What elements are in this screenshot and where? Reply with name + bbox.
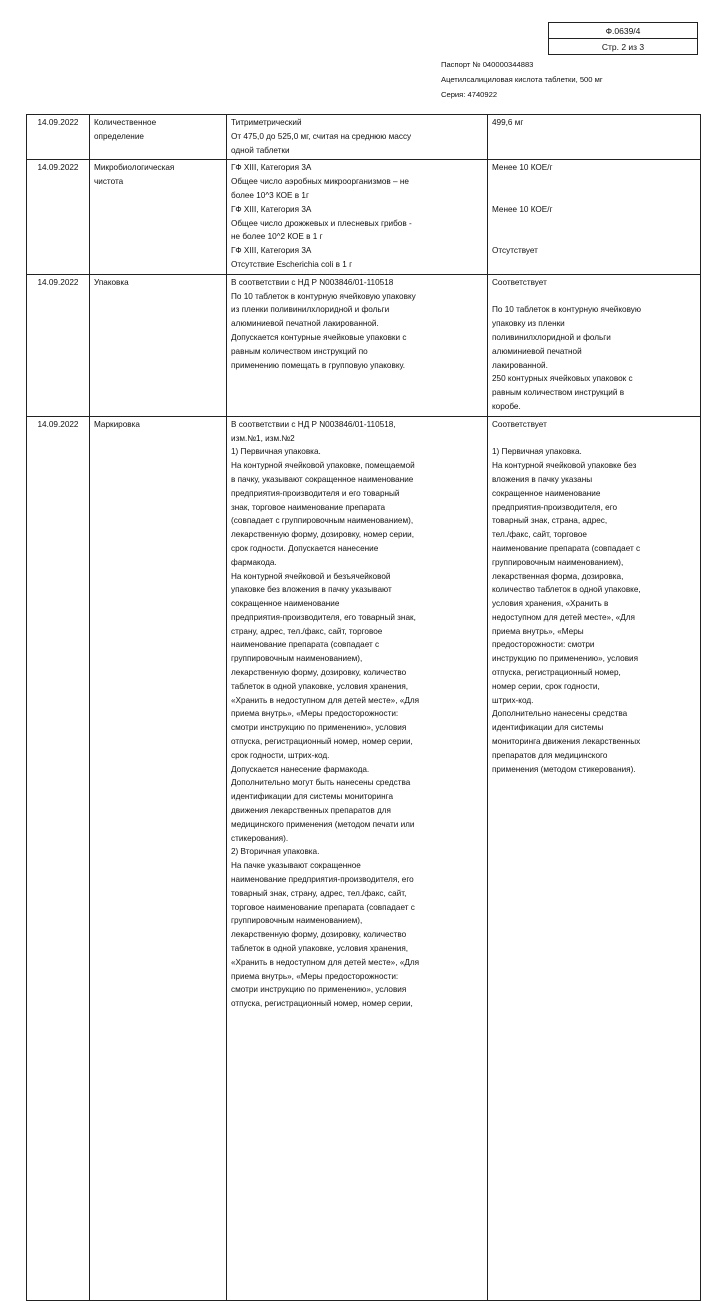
text-line: ГФ XIII, Категория 3А	[231, 204, 312, 214]
text-line: инструкцию по применению», условия	[492, 654, 639, 664]
results-table	[26, 114, 701, 1301]
text-line: мониторинга движения лекарственных	[492, 737, 641, 747]
text-line: фармакода.	[231, 557, 277, 567]
result-cell	[488, 115, 701, 160]
text-line: условия хранения, «Хранить в	[492, 599, 609, 609]
text-line: таблеток в одной упаковке, условия хранения,	[231, 944, 409, 954]
text-line: срок годности, штрих-код.	[231, 750, 330, 760]
text-line: Отсутствие Escherichia coli в 1 г	[231, 259, 353, 269]
page-number: Стр. 2 из 3	[549, 39, 698, 55]
text-line: По 10 таблеток в контурную ячейковую	[492, 305, 642, 315]
text-line: сокращенное наименование	[492, 488, 601, 498]
text-line: идентификации для системы	[492, 723, 604, 733]
test-name-cell	[90, 160, 227, 274]
text-line: Маркировка	[94, 419, 140, 429]
text-line	[492, 217, 696, 231]
table-row	[27, 115, 701, 160]
text-line: Упаковка	[94, 277, 129, 287]
text-line: поливинилхлоридной и фольги	[492, 332, 611, 342]
text-line: медицинского применения (методом печати или	[231, 819, 415, 829]
text-line: Менее 10 КОЕ/г	[492, 204, 553, 214]
text-line: тел./факс, сайт, торговое	[492, 530, 587, 540]
text-line: Дополнительно нанесены средства	[492, 709, 628, 719]
table-row	[27, 416, 701, 1300]
test-name-cell	[90, 115, 227, 160]
text-line: На пачке указывают сокращенное	[231, 861, 361, 871]
text-line: (совпадает с группировочным наименованием),	[231, 516, 414, 526]
text-line: На контурной ячейковой упаковке без	[492, 461, 637, 471]
text-line: в пачку, указывают сокращенное наименование	[231, 474, 414, 484]
text-line: отпуска, регистрационный номер, номер серии,	[231, 737, 413, 747]
text-line: «Хранить в недоступном для детей месте», «Для	[231, 957, 420, 967]
passport-number: Паспорт № 040000344883	[441, 60, 534, 69]
text-line: движения лекарственных препаратов для	[231, 806, 391, 816]
text-line: идентификации для системы мониторинга	[231, 792, 394, 802]
text-line: применению помещать в групповую упаковку.	[231, 360, 406, 370]
text-line: упаковке без вложения в пачку указывают	[231, 585, 392, 595]
text-line: наименование препарата (совпадает с	[231, 640, 380, 650]
text-line: Дополнительно могут быть нанесены средства	[231, 778, 411, 788]
text-line: равным количеством инструкций по	[231, 346, 368, 356]
text-line: Соответствует	[492, 419, 547, 429]
text-line: изм.№1, изм.№2	[231, 433, 295, 443]
result-cell	[488, 274, 701, 416]
text-line: Отсутствует	[492, 246, 538, 256]
text-line: лекарственная форма, дозировка,	[492, 571, 624, 581]
text-line: Соответствует	[492, 277, 547, 287]
text-line: 1) Первичная упаковка.	[492, 447, 582, 457]
test-name-cell	[90, 416, 227, 1300]
text-line: Титриметрический	[231, 118, 302, 127]
text-line: Допускается нанесение фармакода.	[231, 764, 370, 774]
text-line: На контурной ячейковой и безъячейковой	[231, 571, 391, 581]
result-cell	[488, 160, 701, 274]
form-box	[548, 22, 698, 55]
text-line: срок годности. Допускается нанесение	[231, 543, 379, 553]
text-line: наименование предприятия-производителя, его	[231, 875, 414, 885]
text-line: предосторожности: смотри	[492, 640, 595, 650]
text-line: упаковку из пленки	[492, 319, 565, 329]
date-cell: 14.09.2022	[27, 115, 90, 160]
requirement-cell	[227, 416, 488, 1300]
text-line: ГФ XIII, Категория 3А	[231, 246, 312, 256]
document-header	[441, 57, 603, 102]
text-line: От 475,0 до 525,0 мг, считая на среднюю массу	[231, 131, 412, 141]
text-line: вложения в пачку указаны	[492, 474, 593, 484]
text-line: группировочным наименованием),	[231, 916, 363, 926]
text-line: лакированной.	[492, 360, 548, 370]
text-line: страну, адрес, тел./факс, сайт, торговое	[231, 626, 383, 636]
text-line: препаратов для медицинского	[492, 750, 608, 760]
text-line: номер серии, срок годности,	[492, 681, 600, 691]
date-cell: 14.09.2022	[27, 274, 90, 416]
text-line: чистота	[94, 177, 124, 187]
text-line: ГФ XIII, Категория 3А	[231, 163, 312, 173]
text-line: из пленки поливинилхлоридной и фольги	[231, 305, 390, 315]
text-line: предприятия-производителя, его товарный знак,	[231, 612, 416, 622]
text-line: лекарственную форму, дозировку, номер серии,	[231, 530, 415, 540]
text-line: В соответствии с НД Р N003846/01-110518	[231, 277, 394, 287]
text-line: приема внутрь», «Меры предосторожности:	[231, 709, 399, 719]
text-line: одной таблетки	[231, 145, 290, 155]
text-line: более 10^3 КОЕ в 1г	[231, 190, 309, 200]
text-line: отпуска, регистрационный номер, номер серии,	[231, 999, 413, 1009]
text-line: На контурной ячейковой упаковке, помещаемой	[231, 461, 415, 471]
text-line: предприятия-производителя, его	[492, 502, 618, 512]
text-line: 1) Первичная упаковка.	[231, 447, 321, 457]
text-line: По 10 таблеток в контурную ячейковую упаковку	[231, 291, 416, 301]
text-line	[492, 175, 696, 189]
text-line: «Хранить в недоступном для детей месте», «Для	[231, 695, 420, 705]
text-line: знак, торговое наименование препарата	[231, 502, 386, 512]
text-line: смотри инструкцию по применению», условия	[231, 723, 407, 733]
requirement-cell	[227, 274, 488, 416]
form-code: Ф.0639/4	[549, 23, 698, 39]
text-line: штрих-код.	[492, 695, 534, 705]
table-row	[27, 160, 701, 274]
text-line: таблеток в одной упаковке, условия хранения,	[231, 681, 409, 691]
date-cell: 14.09.2022	[27, 160, 90, 274]
text-line	[492, 189, 696, 203]
text-line: приема внутрь», «Меры	[492, 626, 584, 636]
text-line: 499,6 мг	[492, 118, 524, 127]
text-line: применения (методом стикерования).	[492, 764, 636, 774]
text-line: лекарственную форму, дозировку, количество	[231, 668, 407, 678]
text-line: определение	[94, 131, 144, 141]
text-line: смотри инструкцию по применению», условия	[231, 985, 407, 995]
text-line: группировочным наименованием),	[492, 557, 624, 567]
text-line: сокращенное наименование	[231, 599, 340, 609]
table-row	[27, 274, 701, 416]
text-line: наименование препарата (совпадает с	[492, 543, 641, 553]
text-line: Общее число аэробных микроорганизмов – не	[231, 177, 409, 187]
text-line	[492, 230, 696, 244]
text-line: Количественное	[94, 118, 157, 127]
date-cell: 14.09.2022	[27, 416, 90, 1300]
text-line: группировочным наименованием),	[231, 654, 363, 664]
text-line: Допускается контурные ячейковые упаковки с	[231, 332, 407, 342]
text-line: недоступном для детей месте», «Для	[492, 612, 635, 622]
text-line: равным количеством инструкций в	[492, 388, 625, 398]
text-line: Менее 10 КОЕ/г	[492, 163, 553, 173]
result-cell	[488, 416, 701, 1300]
text-line: Микробиологическая	[94, 163, 175, 173]
text-line	[492, 290, 696, 304]
text-line: количество таблеток в одной упаковке,	[492, 585, 641, 595]
text-line: предприятия-производителя и его товарный	[231, 488, 400, 498]
text-line: Общее число дрожжевых и плесневых грибов -	[231, 218, 412, 228]
test-name-cell	[90, 274, 227, 416]
text-line: коробе.	[492, 401, 521, 411]
text-line	[492, 432, 696, 446]
text-line: приема внутрь», «Меры предосторожности:	[231, 971, 399, 981]
text-line: стикерования).	[231, 833, 289, 843]
text-line: не более 10^2 КОЕ в 1 г	[231, 232, 323, 242]
text-line: 250 контурных ячейковых упаковок с	[492, 374, 633, 384]
requirement-cell	[227, 115, 488, 160]
series-number: Серия: 4740922	[441, 90, 498, 99]
text-line: В соответствии с НД Р N003846/01-110518,	[231, 419, 396, 429]
text-line: 2) Вторичная упаковка.	[231, 847, 320, 857]
product-name: Ацетилсалициловая кислота таблетки, 500 мг	[441, 75, 603, 84]
text-line: алюминиевой печатной лакированной.	[231, 319, 379, 329]
text-line: алюминиевой печатной	[492, 346, 582, 356]
text-line: товарный знак, страну, адрес, тел./факс, сайт,	[231, 888, 407, 898]
text-line: отпуска, регистрационный номер,	[492, 668, 621, 678]
text-line: лекарственную форму, дозировку, количество	[231, 930, 407, 940]
requirement-cell	[227, 160, 488, 274]
text-line: торговое наименование препарата (совпадает с	[231, 902, 415, 912]
text-line: товарный знак, страна, адрес,	[492, 516, 608, 526]
